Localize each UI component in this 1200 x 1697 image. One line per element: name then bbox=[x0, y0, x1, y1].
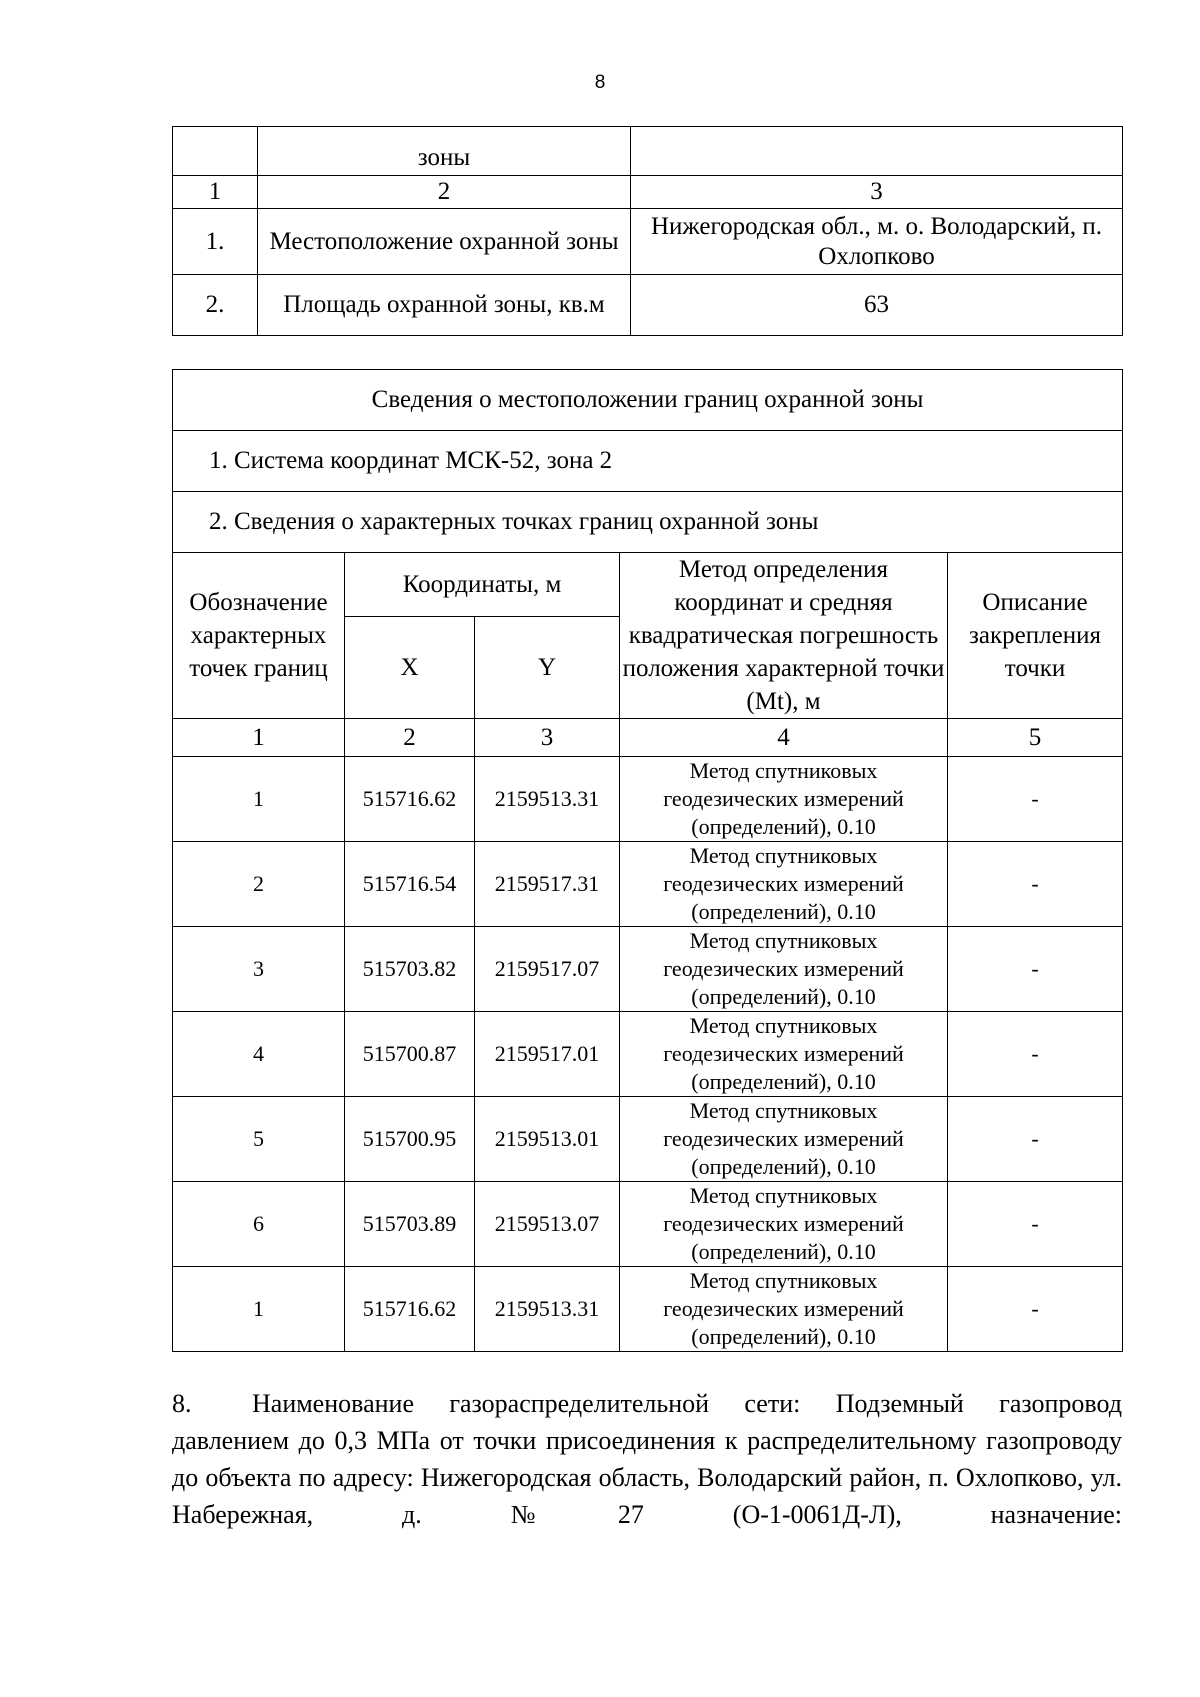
coord-y: 2159513.07 bbox=[475, 1182, 620, 1267]
coordinate-system: 1. Система координат МСК-52, зона 2 bbox=[173, 431, 1123, 492]
description: - bbox=[948, 1097, 1123, 1182]
table-row bbox=[173, 1097, 1123, 1182]
table-cell bbox=[173, 127, 258, 176]
points-section-title: 2. Сведения о характерных точках границ охранной зоны bbox=[173, 492, 1123, 553]
point-id: 4 bbox=[173, 1012, 345, 1097]
section-8-paragraph bbox=[172, 1385, 1122, 1533]
table-row bbox=[173, 1012, 1123, 1097]
header-x: X bbox=[345, 616, 475, 718]
row-label: Местоположение охранной зоны bbox=[258, 209, 631, 275]
coord-y: 2159517.07 bbox=[475, 927, 620, 1012]
table-row bbox=[173, 927, 1123, 1012]
table-row bbox=[173, 1182, 1123, 1267]
table-row bbox=[173, 492, 1123, 553]
header-method: Метод определения координат и средняя квадратическая погрешность положения характерной точки (Mt), м bbox=[620, 553, 948, 719]
method: Метод спутниковых геодезических измерений (определений), 0.10 bbox=[620, 927, 948, 1012]
coord-x: 515703.89 bbox=[345, 1182, 475, 1267]
table-cell bbox=[631, 127, 1123, 176]
column-number: 3 bbox=[475, 719, 620, 757]
table-row bbox=[173, 209, 1123, 275]
header-description: Описание закрепления точки bbox=[948, 553, 1123, 719]
table-title: Сведения о местоположении границ охранной зоны bbox=[173, 370, 1123, 431]
point-id: 1 bbox=[173, 757, 345, 842]
coord-x: 515700.87 bbox=[345, 1012, 475, 1097]
header-coordinates: Координаты, м bbox=[345, 553, 620, 617]
row-label: Площадь охранной зоны, кв.м bbox=[258, 275, 631, 336]
table-cell: зоны bbox=[258, 127, 631, 176]
table-row bbox=[173, 1267, 1123, 1352]
method: Метод спутниковых геодезических измерений (определений), 0.10 bbox=[620, 1267, 948, 1352]
coord-x: 515700.95 bbox=[345, 1097, 475, 1182]
section-number: 8. bbox=[172, 1389, 192, 1418]
method: Метод спутниковых геодезических измерений (определений), 0.10 bbox=[620, 757, 948, 842]
protection-zone-summary-table bbox=[172, 126, 1123, 336]
description: - bbox=[948, 1267, 1123, 1352]
description: - bbox=[948, 1182, 1123, 1267]
table-row bbox=[173, 842, 1123, 927]
column-number: 5 bbox=[948, 719, 1123, 757]
description: - bbox=[948, 842, 1123, 927]
point-id: 1 bbox=[173, 1267, 345, 1352]
column-number: 2 bbox=[258, 176, 631, 209]
method: Метод спутниковых геодезических измерений (определений), 0.10 bbox=[620, 1012, 948, 1097]
description: - bbox=[948, 1012, 1123, 1097]
table-row bbox=[173, 757, 1123, 842]
table-row bbox=[173, 127, 1123, 176]
column-number: 1 bbox=[173, 176, 258, 209]
method: Метод спутниковых геодезических измерений (определений), 0.10 bbox=[620, 842, 948, 927]
header-y: Y bbox=[475, 616, 620, 718]
row-number: 1. bbox=[173, 209, 258, 275]
coord-x: 515716.62 bbox=[345, 1267, 475, 1352]
coord-y: 2159513.31 bbox=[475, 1267, 620, 1352]
description: - bbox=[948, 757, 1123, 842]
point-id: 6 bbox=[173, 1182, 345, 1267]
row-value: 63 bbox=[631, 275, 1123, 336]
coord-y: 2159513.01 bbox=[475, 1097, 620, 1182]
header-row bbox=[173, 553, 1123, 617]
column-number: 1 bbox=[173, 719, 345, 757]
row-number: 2. bbox=[173, 275, 258, 336]
table-row bbox=[173, 431, 1123, 492]
column-number-row bbox=[173, 719, 1123, 757]
table-row bbox=[173, 370, 1123, 431]
coord-y: 2159517.01 bbox=[475, 1012, 620, 1097]
coord-x: 515716.54 bbox=[345, 842, 475, 927]
header-designation: Обозначение характерных точек границ bbox=[173, 553, 345, 719]
method: Метод спутниковых геодезических измерений (определений), 0.10 bbox=[620, 1182, 948, 1267]
coord-y: 2159517.31 bbox=[475, 842, 620, 927]
column-number: 4 bbox=[620, 719, 948, 757]
method: Метод спутниковых геодезических измерений (определений), 0.10 bbox=[620, 1097, 948, 1182]
coord-y: 2159513.31 bbox=[475, 757, 620, 842]
column-number-row bbox=[173, 176, 1123, 209]
row-value: Нижегородская обл., м. о. Володарский, п. Охлопково bbox=[631, 209, 1123, 275]
section-text: Наименование газораспределительной сети: Подземный газопровод давлением до 0,3 МПа от точки присоединения к распределительному газопроводу до объекта по адресу: Нижегородская область, Володарский район, п. Охлопково, ул. Набережная, д. №27 (О-1-0061Д-Л), назначение: bbox=[172, 1389, 1122, 1529]
column-number: 3 bbox=[631, 176, 1123, 209]
point-id: 2 bbox=[173, 842, 345, 927]
column-number: 2 bbox=[345, 719, 475, 757]
coord-x: 515703.82 bbox=[345, 927, 475, 1012]
table-row bbox=[173, 275, 1123, 336]
point-id: 3 bbox=[173, 927, 345, 1012]
boundary-points-table bbox=[172, 369, 1123, 1352]
coord-x: 515716.62 bbox=[345, 757, 475, 842]
point-id: 5 bbox=[173, 1097, 345, 1182]
page-number: 8 bbox=[594, 72, 606, 93]
description: - bbox=[948, 927, 1123, 1012]
